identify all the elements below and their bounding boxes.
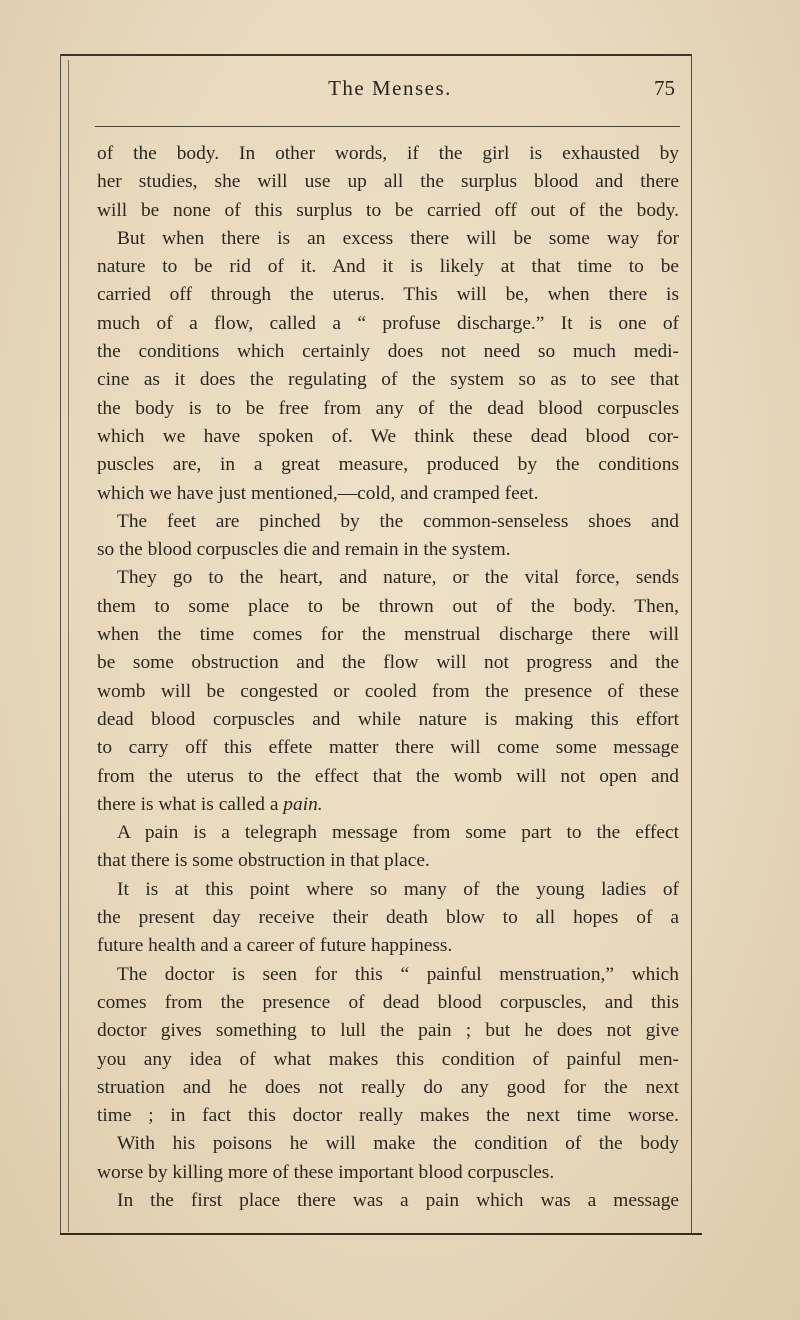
text-line xyxy=(97,791,679,819)
running-head: The Menses. xyxy=(328,76,452,100)
text-line xyxy=(97,1187,679,1215)
text-line-content: which we have just mentioned,—cold, and cramped feet. xyxy=(97,482,539,504)
text-line xyxy=(97,678,679,706)
text-line-content: you any idea of what makes this condition of painful men- xyxy=(97,1048,679,1070)
body-text xyxy=(97,140,679,1215)
text-line xyxy=(97,366,679,394)
text-line-content: cine as it does the regulating of the system so as to see that xyxy=(97,369,679,391)
text-line xyxy=(97,819,679,847)
bottom-rule xyxy=(60,1233,702,1235)
text-line-content: so the blood corpuscles die and remain in the system. xyxy=(97,539,511,561)
text-line xyxy=(97,253,679,281)
text-line-content: nature to be rid of it. And it is likely at that time to be xyxy=(97,256,679,278)
text-line xyxy=(97,989,679,1017)
text-line-content: carried off through the uterus. This will be, when there is xyxy=(97,284,679,306)
text-line-content: of the body. In other words, if the girl is exhausted by xyxy=(97,143,679,164)
text-line-content: struation and he does not really do any good for the next xyxy=(97,1076,679,1098)
text-line xyxy=(97,1017,679,1045)
text-line xyxy=(97,932,679,960)
text-line xyxy=(97,536,679,564)
text-line xyxy=(97,225,679,253)
text-line xyxy=(97,706,679,734)
text-line-content: which we have spoken of. We think these dead blood cor- xyxy=(97,425,679,447)
text-line xyxy=(97,649,679,677)
text-line xyxy=(97,310,679,338)
text-line xyxy=(97,1046,679,1074)
text-line xyxy=(97,168,679,196)
text-line-content: them to some place to be thrown out of the body. Then, xyxy=(97,595,679,617)
text-line xyxy=(97,876,679,904)
text-line-content: time ; in fact this doctor really makes the next time worse. xyxy=(97,1105,679,1127)
text-line-content: puscles are, in a great measure, produced by the conditions xyxy=(97,454,679,476)
text-line xyxy=(97,564,679,592)
text-line xyxy=(97,621,679,649)
text-line xyxy=(97,734,679,762)
text-line-content: much of a flow, called a “ profuse discharge.” It is one of xyxy=(97,312,679,334)
text-line-content: be some obstruction and the flow will not progress and the xyxy=(97,652,679,674)
text-line xyxy=(97,338,679,366)
text-line-content: But when there is an excess there will be some way for xyxy=(117,227,679,249)
page-number: 75 xyxy=(654,76,675,100)
text-line xyxy=(97,508,679,536)
text-line xyxy=(97,1159,679,1187)
header-rule xyxy=(95,126,680,127)
text-line-content: there is what is called a xyxy=(97,793,284,815)
text-line-content: from the uterus to the effect that the womb will not open and xyxy=(97,765,679,787)
text-line xyxy=(97,847,679,875)
text-line-content: will be none of this surplus to be carried off out of the body. xyxy=(97,199,679,221)
text-line-content: that there is some obstruction in that place. xyxy=(97,850,430,872)
text-line xyxy=(97,395,679,423)
text-line-content: future health and a career of future happiness. xyxy=(97,935,453,957)
text-line-content: comes from the presence of dead blood corpuscles, and this xyxy=(97,991,679,1013)
text-line xyxy=(97,423,679,451)
text-line xyxy=(97,1102,679,1130)
text-line-content: the body is to be free from any of the dead blood corpuscles xyxy=(97,397,679,419)
page-header xyxy=(95,76,685,106)
italic-emphasis: pain. xyxy=(283,793,323,815)
text-line xyxy=(97,763,679,791)
text-line xyxy=(97,197,679,225)
text-line-content: when the time comes for the menstrual discharge there will xyxy=(97,624,679,646)
text-line xyxy=(97,451,679,479)
text-line xyxy=(97,593,679,621)
text-line xyxy=(97,904,679,932)
text-line-content: her studies, she will use up all the surplus blood and there xyxy=(97,171,679,193)
text-line-content: They go to the heart, and nature, or the vital force, sends xyxy=(117,567,679,589)
text-line-content: The doctor is seen for this “ painful menstruation,” which xyxy=(117,963,679,985)
text-line xyxy=(97,961,679,989)
text-line-content: to carry off this effete matter there will come some message xyxy=(97,737,679,759)
text-line-content: womb will be congested or cooled from the presence of these xyxy=(97,680,679,702)
text-line xyxy=(97,281,679,309)
text-line-content: With his poisons he will make the condition of the body xyxy=(117,1133,679,1155)
text-line-content: doctor gives something to lull the pain ; but he does not give xyxy=(97,1020,679,1042)
text-line-content: worse by killing more of these important blood corpuscles. xyxy=(97,1161,555,1183)
text-line xyxy=(97,140,679,168)
text-line-content: the present day receive their death blow to all hopes of a xyxy=(97,907,679,929)
text-line-content: The feet are pinched by the common-senseless shoes and xyxy=(117,510,679,532)
text-line xyxy=(97,480,679,508)
text-line xyxy=(97,1074,679,1102)
text-line-content: A pain is a telegraph message from some part to the effect xyxy=(117,822,679,844)
text-line-content: It is at this point where so many of the young ladies of xyxy=(117,878,679,900)
text-line-content: the conditions which certainly does not need so much medi- xyxy=(97,341,679,363)
text-line-content: dead blood corpuscles and while nature is making this effort xyxy=(97,708,679,730)
text-line xyxy=(97,1130,679,1158)
text-line-content: In the first place there was a pain which was a message xyxy=(117,1189,679,1211)
